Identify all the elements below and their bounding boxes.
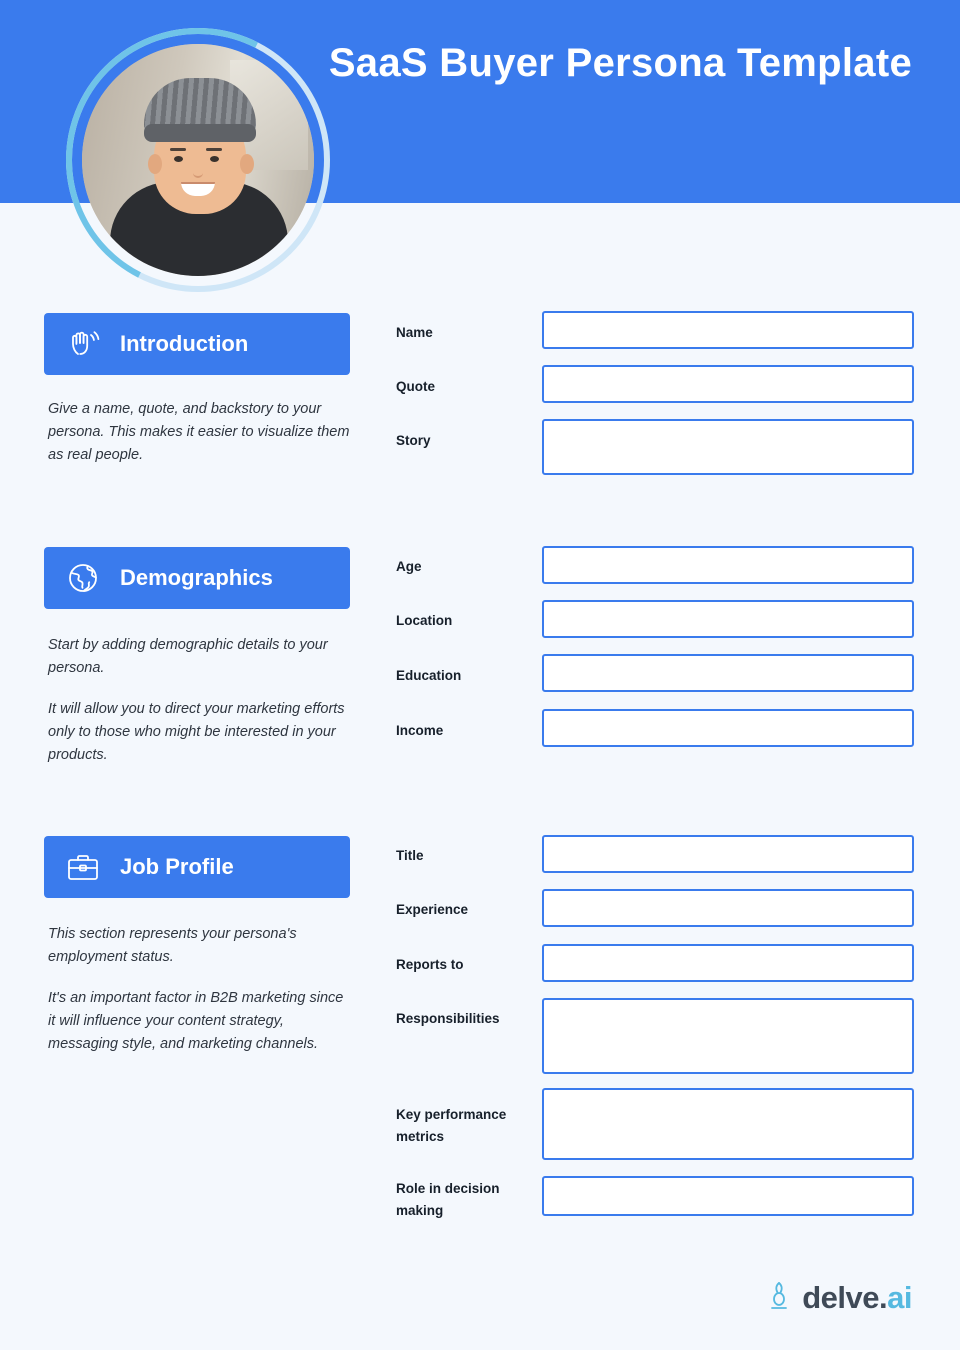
microscope-icon (766, 1279, 792, 1316)
logo-suffix: ai (887, 1279, 912, 1315)
field-label-role-in-decision-making: Role in decision making (396, 1181, 500, 1218)
section-title-demographics: Demographics (120, 565, 273, 590)
field-label-education: Education (396, 668, 462, 683)
photo-eye-right (210, 156, 219, 162)
field-input-key-performance-metrics[interactable] (542, 1088, 914, 1160)
photo-eye-left (174, 156, 183, 162)
photo-ear-left (148, 154, 162, 174)
photo-ear-right (240, 154, 254, 174)
field-label-title: Title (396, 848, 424, 863)
field-label-key-performance-metrics: Key performance metrics (396, 1107, 507, 1144)
section-paragraph: It will allow you to direct your marketing efforts only to those who might be interested in your products. (48, 700, 345, 763)
section-paragraph: Give a name, quote, and backstory to your persona. This makes it easier to visualize them as real people. (48, 401, 350, 463)
field-input-education[interactable] (542, 654, 914, 692)
page-title: SaaS Buyer Persona Template (328, 41, 912, 85)
section-title-introduction: Introduction (120, 331, 249, 356)
section-title-job-profile: Job Profile (120, 854, 234, 879)
field-input-name[interactable] (542, 311, 914, 349)
field-input-income[interactable] (542, 709, 914, 747)
logo-wordmark (802, 1280, 912, 1316)
field-input-quote[interactable] (542, 365, 914, 403)
field-label-responsibilities: Responsibilities (396, 1011, 500, 1026)
field-input-title[interactable] (542, 835, 914, 873)
field-label-age: Age (396, 559, 422, 574)
field-input-responsibilities[interactable] (542, 998, 914, 1074)
globe-icon (62, 558, 104, 598)
field-input-story[interactable] (542, 419, 914, 475)
section-description-demographics (48, 634, 350, 767)
field-label-quote: Quote (396, 379, 435, 394)
section-paragraph: It's an important factor in B2B marketing since it will influence your content strategy, messaging style, and marketing channels. (48, 989, 344, 1052)
field-input-age[interactable] (542, 546, 914, 584)
field-label-experience: Experience (396, 902, 469, 917)
photo-brow-left (170, 148, 186, 151)
section-header-job-profile (44, 836, 350, 898)
field-label-name: Name (396, 325, 433, 340)
field-input-role-in-decision-making[interactable] (542, 1176, 914, 1216)
field-label-story: Story (396, 433, 431, 448)
waving-hand-icon (62, 324, 104, 364)
briefcase-icon (62, 847, 104, 887)
persona-photo (82, 44, 314, 276)
photo-nose (193, 166, 203, 178)
section-header-demographics (44, 547, 350, 609)
field-input-reports-to[interactable] (542, 944, 914, 982)
field-input-location[interactable] (542, 600, 914, 638)
footer-logo (766, 1279, 912, 1316)
field-input-experience[interactable] (542, 889, 914, 927)
field-label-location: Location (396, 613, 453, 628)
field-label-income: Income (396, 723, 444, 738)
avatar (66, 28, 330, 292)
section-header-introduction (44, 313, 350, 375)
logo-name: delve. (802, 1279, 888, 1315)
field-label-reports-to: Reports to (396, 957, 464, 972)
photo-beanie-brim (144, 124, 256, 142)
section-description-introduction (48, 398, 350, 467)
section-description-job-profile (48, 923, 350, 1056)
section-paragraph: This section represents your persona's employment status. (48, 926, 297, 965)
section-paragraph: Start by adding demographic details to your persona. (48, 637, 328, 676)
photo-brow-right (206, 148, 222, 151)
